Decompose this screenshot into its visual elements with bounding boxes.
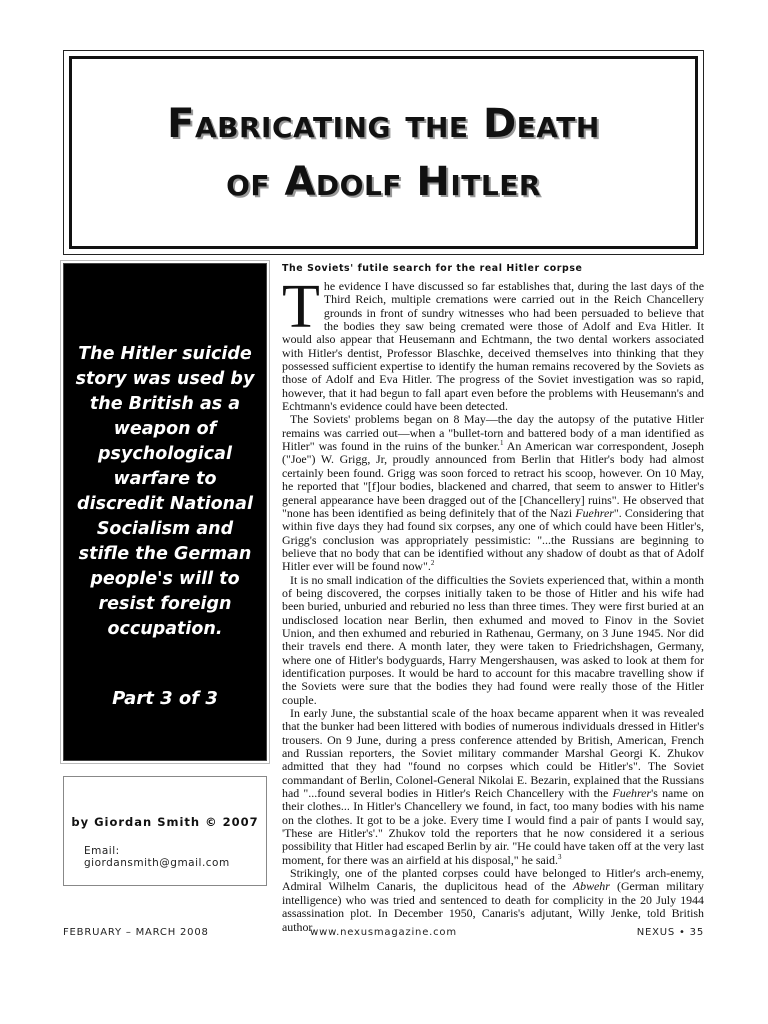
pullquote-text: The Hitler suicide story was used by the British as a weapon of psychological warfare to discredit National Socialism and stifle the German people's will to resist foreign occupation. [75, 344, 255, 639]
paragraph-5-text-b: (German military intelligence) who was tried and sentenced to death for complicity in the 20 July 1944 assassination plot. In December 1950, Canaris's adjutant, Willy Jenke, told British author [282, 879, 704, 934]
footnote-marker: 2 [430, 559, 435, 568]
paragraph-1 [282, 273, 704, 414]
pullquote-box [63, 263, 267, 761]
page-footer [63, 927, 704, 943]
page-title-line-1: Fabricating the Death [167, 100, 600, 147]
paragraph-2 [282, 413, 704, 573]
title-inner-frame [69, 56, 698, 249]
part-label: Part 3 of 3 [112, 688, 218, 709]
paragraph-4 [282, 707, 704, 867]
article-subheading: The Soviets' futile search for the real Hitler corpse [282, 263, 583, 274]
drop-cap: T [282, 273, 320, 341]
footer-page-number: NEXUS • 35 [636, 927, 704, 938]
page-title-line-2: of Adolf Hitler [226, 158, 541, 205]
paragraph-4-text-a: In early June, the substantial scale of the hoax became apparent when it was revealed that the bunker had been littered with bodies of numerous individuals dressed in Hitler's trousers. On 9 June, during a press conference attended by British, American, French and Russian reporters, the Soviet military commander Marshal Georgi K. Zhukov admitted that they had "found no corpses which could be Hitler's". The Soviet commandant of Berlin, Colonel-General Nikolai E. Bezarin, explained that the Russians had "...found several bodies in Hitler's Reich Chancellery with the [282, 706, 704, 801]
paragraph-4-text-b: 's name on their clothes... In Hitler's Chancellery we found, in fact, too many bodies with his name on the clothes. It got to be a joke. Every time I would find a pair of pants I would say, 'These are Hitler's'." Zhukov told the reporters that he now considered it a serious possibility that Hitler had escaped Berlin by air. "He could have taken off at the very last moment, for there was an airfield at his disposal," he said. [282, 786, 704, 867]
footnote-marker: 1 [499, 439, 504, 448]
paragraph-1-text: he evidence I have discussed so far establishes that, during the last days of the Third Reich, multiple cremations were carried out in the Reich Chancellery grounds in front of sundry witnesses who had been persuaded to believe that the bodies they saw being cremated were those of Adolf and Eva Hitler. It would also appear that Heusemann and Echtmann, the two dental workers associated with Hitler's dentist, Professor Blaschke, deceived themselves into thinking that they possessed sufficient expertise to identify the human remains recovered by the Soviets as those of Adolf and Eva Hitler. The progress of the Soviet investigation was so rapid, however, that it had begun to fall apart even before the problems with Heusemann's and Echtmann's evidence could have been detected. [282, 279, 704, 414]
paragraph-5 [282, 867, 704, 934]
paragraph-2-text-a: The Soviets' problems began on 8 May—the day the autopsy of the putative Hitler remains was carried out—when a "bullet-torn and battered body of a man identified as Hitler" was found in the ruins of the bunker. [282, 412, 704, 454]
paragraph-2-text-b: An American war correspondent, Joseph ("Joe") W. Grigg, Jr, proudly announced from Berlin that Hitler's body had almost certainly been found. Grigg was soon forced to retract his scoop, however. On 10 May, he reported that "[f]our bodies, blackened and charred, that seem to answer to Hitler's general appearance have been dragged out of the [Chancellery] ruins". He observed that "none has been identified as being definitely that of the Nazi [282, 439, 704, 520]
article-body [282, 273, 705, 934]
byline-box [63, 776, 267, 886]
italic-term: Fuehrer [575, 505, 614, 520]
footnote-marker: 3 [557, 852, 562, 861]
paragraph-3: It is no small indication of the difficulties the Soviets experienced that, within a month of being discovered, the corpses initially taken to be those of Hitler and his wife had been buried, unburied and reburied no less than three times. They were first buried at an undisclosed location near Berlin, then exhumed and moved to Finov in the Soviet Union, and then exhumed and reburied in Rathenau, Germany, on 3 June 1945. Nor did their travels end there. A month later, they were taken to Friedrichshagen, Germany, where one of Hitler's bodyguards, Harry Mengershausen, was asked to look at them for identification purposes. It would be hard to account for this macabre travelling show if the Soviets were sure that the bodies they had found were really those of the Hitler couple. [282, 572, 704, 707]
footer-website: www.nexusmagazine.com [310, 927, 457, 938]
byline-email: Email: giordansmith@gmail.com [84, 845, 230, 869]
paragraph-2-text-c: ". Considering that within five days they had found six corpses, any one of which could have been Hitler's, Grigg's conclusion was appropriately pessimistic: "...the Russians are beginning to believe that no body that can be identified without any shadow of doubt as that of Adolf Hitler ever will be found now". [282, 505, 705, 574]
title-frame [63, 50, 704, 255]
italic-term: Fuehrer [612, 786, 652, 801]
paragraph-5-text-a: Strikingly, one of the planted corpses could have belonged to Hitler's arch-enemy, Admiral Wilhelm Canaris, the duplicitous head of the [282, 866, 704, 894]
italic-term: Abwehr [572, 879, 610, 894]
byline-author: by Giordan Smith © 2007 [71, 815, 259, 829]
footer-issue-date: FEBRUARY – MARCH 2008 [63, 927, 209, 938]
